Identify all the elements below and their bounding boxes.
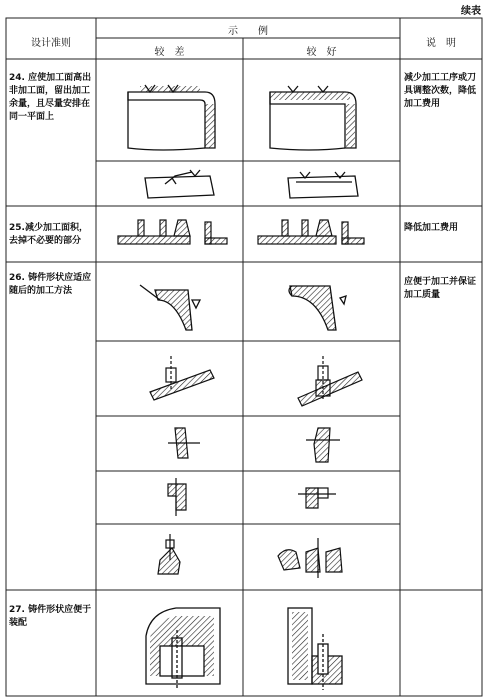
- rule-26: 26. 铸件形状应适应随后的加工方法: [9, 273, 92, 296]
- header-better: 较 好: [306, 47, 337, 58]
- drawing-26b-worse: [150, 356, 214, 400]
- drawing-24-better: [270, 86, 356, 150]
- drawing-26a-worse: [140, 285, 200, 330]
- drawing-26b-better: [298, 356, 362, 406]
- drawing-26a-better: [289, 286, 346, 330]
- drawing-24-worse-b: [145, 170, 214, 198]
- header-worse: 较 差: [154, 47, 185, 58]
- drawing-26e-worse: [158, 534, 180, 574]
- header-example: 示 例: [228, 26, 268, 37]
- note-26: 应便于加工并保证加工质量: [404, 277, 477, 300]
- drawing-26e-better: [278, 538, 342, 578]
- rule-24: 24. 应使加工面高出非加工面，留出加工余量，且尽量安排在同一平面上: [9, 73, 92, 122]
- continuation-label: 续表: [461, 6, 481, 17]
- drawing-24-worse: [128, 85, 215, 150]
- drawing-26d-better: [298, 488, 336, 508]
- drawing-26c-worse: [168, 428, 200, 458]
- drawing-25-worse: [118, 220, 227, 244]
- drawing-27-better: [288, 608, 342, 690]
- drawing-25-better: [258, 220, 364, 244]
- drawing-26c-better: [306, 428, 340, 462]
- drawing-27-worse: [146, 608, 220, 690]
- drawing-24-better-b: [288, 172, 358, 198]
- rule-27: 27. 铸件形状应便于装配: [9, 605, 92, 628]
- rule-25: 25.减少加工面积，去掉不必要的部分: [9, 223, 88, 246]
- drawing-26d-worse: [168, 478, 186, 516]
- note-24: 减少加工工序或刀具调整次数，降低加工费用: [404, 73, 477, 109]
- header-note: 说 明: [426, 38, 456, 49]
- header-design-rule: 设计准则: [31, 38, 71, 49]
- note-25: 降低加工费用: [404, 223, 459, 233]
